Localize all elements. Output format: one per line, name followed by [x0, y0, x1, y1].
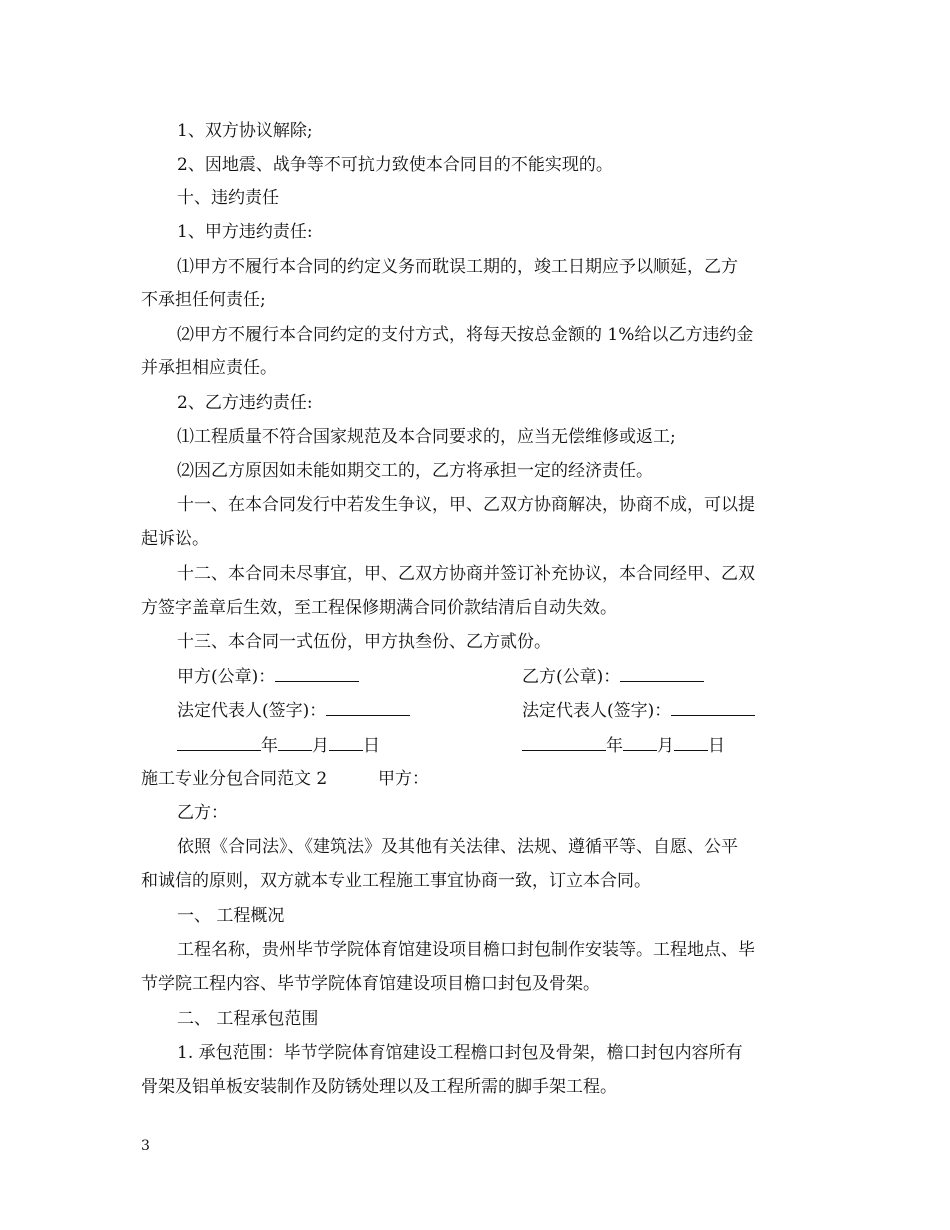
clause-line: 起诉讼。	[141, 529, 209, 549]
party-a-line: 甲方：	[378, 769, 429, 789]
party-b-seal-label: 乙方(公章)：	[522, 667, 621, 687]
clause-line: ⑵甲方不履行本合同约定的支付方式，将每天按总金额的 1%给以乙方违约金	[177, 325, 754, 345]
clause-line: ⑵因乙方原因如未能如期交工的，乙方将承担一定的经济责任。	[177, 461, 653, 481]
year-blank	[177, 734, 261, 751]
rep-b-blank	[671, 699, 755, 716]
clause-line: ⑴工程质量不符合国家规范及本合同要求的，应当无偿维修或返工;	[177, 427, 676, 447]
contract-2-heading: 施工专业分包合同范文 2	[141, 769, 328, 789]
month-label: 月	[657, 736, 674, 756]
clause-line: 1、双方协议解除;	[177, 121, 313, 141]
body-line: 工程名称，贵州毕节学院体育馆建设项目檐口封包制作安装等。工程地点、毕	[177, 940, 755, 960]
body-line: 1. 承包范围：毕节学院体育馆建设工程檐口封包及骨架，檐口封包内容所有	[177, 1043, 743, 1063]
party-a-seal-blank	[275, 665, 359, 682]
year-label: 年	[261, 736, 278, 756]
day-label: 日	[708, 736, 725, 756]
rep-a-row	[177, 699, 410, 722]
clause-line: 1、甲方违约责任:	[177, 222, 313, 242]
party-b-line: 乙方：	[177, 803, 228, 823]
year-label: 年	[606, 736, 623, 756]
day-blank	[329, 734, 363, 751]
clause-line: 并承担相应责任。	[141, 358, 277, 378]
body-line: 依照《合同法》、《建筑法》及其他有关法律、法规、遵循平等、自愿、公平	[177, 837, 738, 857]
rep-b-row	[522, 699, 755, 722]
year-blank	[522, 734, 606, 751]
date-b-row	[522, 734, 725, 757]
party-a-seal-row	[177, 665, 359, 688]
clause-line: 方签字盖章后生效，至工程保修期满合同价款结清后自动失效。	[141, 598, 617, 618]
clause-line: 2、乙方违约责任:	[177, 393, 313, 413]
party-b-seal-row	[522, 665, 704, 688]
clause-line: 十一、在本合同发行中若发生争议，甲、乙双方协商解决，协商不成，可以提	[177, 495, 755, 515]
clause-line: ⑴甲方不履行本合同的约定义务而耽误工期的，竣工日期应予以顺延，乙方	[177, 257, 738, 277]
month-blank	[278, 734, 312, 751]
clause-line: 十三、本合同一式伍份，甲方执叁份、乙方贰份。	[177, 632, 551, 652]
party-a-seal-label: 甲方(公章)：	[177, 667, 276, 687]
clause-line: 十二、本合同未尽事宜，甲、乙双方协商并签订补充协议，本合同经甲、乙双	[177, 564, 755, 584]
day-label: 日	[363, 736, 380, 756]
page-number: 3	[141, 1138, 150, 1154]
party-b-seal-blank	[620, 665, 704, 682]
day-blank	[674, 734, 708, 751]
rep-b-label: 法定代表人(签字)：	[522, 701, 672, 721]
body-line: 骨架及铝单板安装制作及防锈处理以及工程所需的脚手架工程。	[141, 1077, 617, 1097]
clause-line: 不承担任何责任;	[141, 290, 266, 310]
body-line: 节学院工程内容、毕节学院体育馆建设项目檐口封包及骨架。	[141, 974, 600, 994]
date-a-row	[177, 734, 380, 757]
rep-a-label: 法定代表人(签字)：	[177, 701, 327, 721]
section-heading: 一、 工程概况	[177, 906, 285, 926]
rep-a-blank	[326, 699, 410, 716]
clause-line: 2、因地震、战争等不可抗力致使本合同目的不能实现的。	[177, 155, 613, 175]
body-line: 和诚信的原则，双方就本专业工程施工事宜协商一致，订立本合同。	[141, 871, 651, 891]
section-heading: 二、 工程承包范围	[177, 1009, 319, 1029]
section-heading: 十、违约责任	[177, 188, 279, 208]
month-label: 月	[312, 736, 329, 756]
month-blank	[623, 734, 657, 751]
